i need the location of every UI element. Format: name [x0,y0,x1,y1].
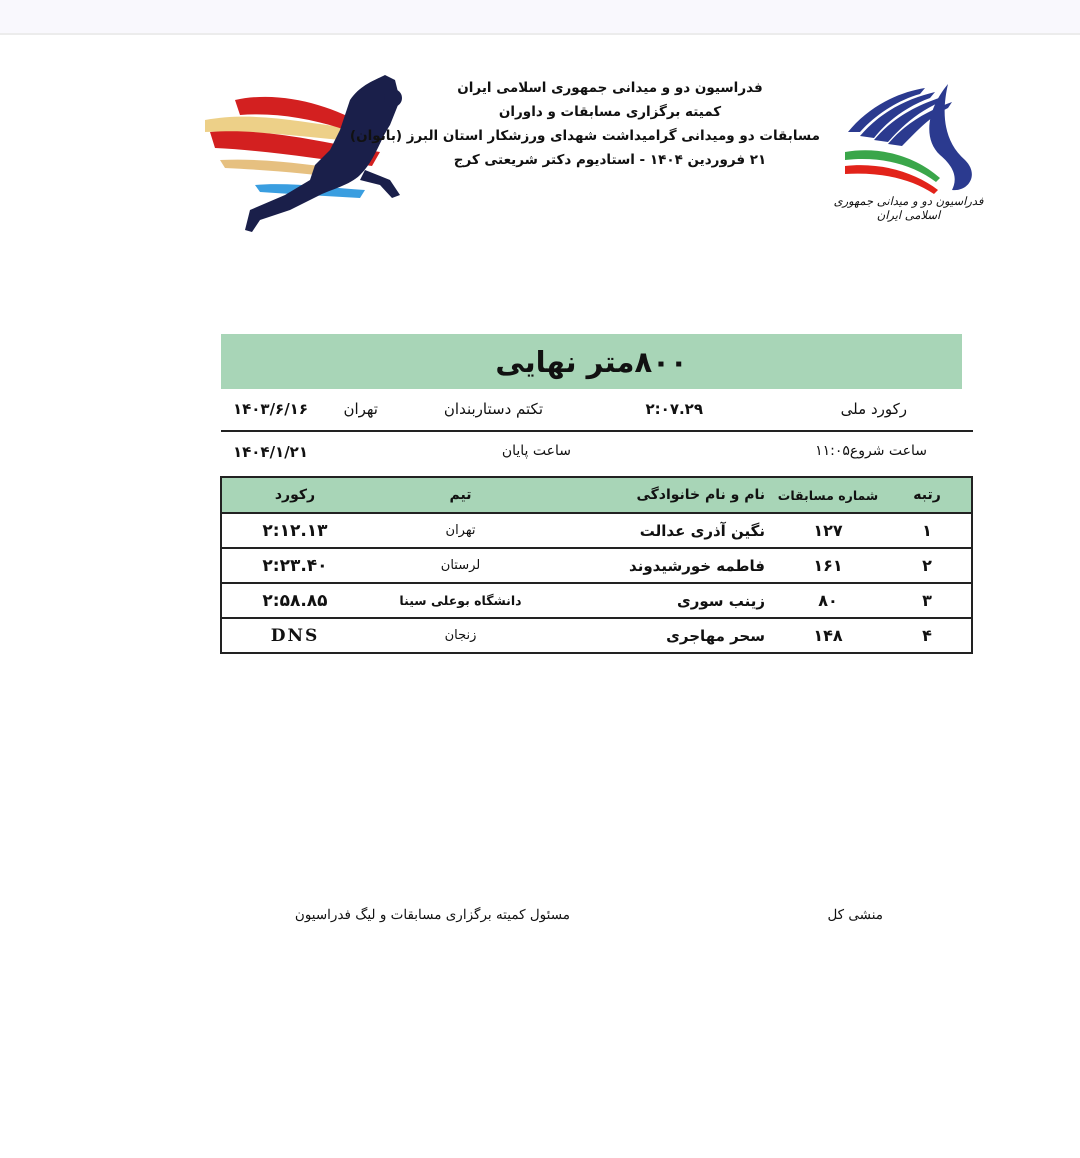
national-record-row [221,396,973,432]
viewer-top-bar [0,0,1080,35]
name-cell: سحر مهاجری [666,626,765,645]
team-cell: لرستان [440,558,481,573]
team-cell: زنجان [444,628,477,643]
name-cell: زینب سوری [676,591,765,610]
record-cell: DNS [270,625,320,646]
table-row [222,514,971,549]
rank-cell: ۲ [922,556,932,575]
national-record-holder: تکتم دستاربندان [443,400,543,418]
rank-cell: ۳ [922,591,932,610]
header-name: نام و نام خانوادگی [636,487,765,503]
results-table [220,476,973,654]
results-table-header [222,478,971,514]
competition-name: مسابقات دو ومیدانی گرامیداشت شهدای ورزشکار استان البرز (بانوان) [349,128,820,144]
team-cell: دانشگاه بوعلی سینا [399,593,522,608]
competition-date-venue: ۲۱ فروردین ۱۴۰۴ - استادیوم دکتر شریعتی کرج [453,152,767,168]
document-header [349,76,820,172]
national-record-label: رکورد ملی [840,400,907,418]
record-cell: ۲:۵۸.۸۵ [262,590,328,611]
table-row [222,549,971,584]
header-rank: رتبه [913,487,941,503]
committee-name: کمیته برگزاری مسابقات و داوران [498,104,722,120]
federation-name: فدراسیون دو و میدانی جمهوری اسلامی ایران [457,80,763,96]
table-row [222,584,971,619]
name-cell: نگین آذری عدالت [639,521,765,540]
event-date: ۱۴۰۴/۱/۲۱ [232,443,308,461]
team-cell: تهران [445,523,476,538]
event-title-band [221,334,962,389]
national-record-city: تهران [343,400,378,418]
bib-cell: ۸۰ [818,591,838,610]
rank-cell: ۴ [922,626,932,645]
bib-cell: ۱۴۸ [813,626,843,645]
end-time-label: ساعت پایان [501,443,571,459]
record-cell: ۲:۲۳.۴۰ [262,555,328,576]
bib-cell: ۱۶۱ [813,556,843,575]
national-record-time: ۲:۰۷.۲۹ [645,400,703,418]
committee-head-signature: مسئول کمیته برگزاری مسابقات و لیگ فدراسیون [294,907,570,923]
timing-row [221,437,973,473]
national-record-date: ۱۴۰۳/۶/۱۶ [232,400,308,418]
record-cell: ۲:۱۲.۱۳ [262,520,328,541]
header-bib: شماره مسابقات [777,487,879,503]
federation-logo-caption: فدراسیون دو و میدانی جمهوری اسلامی ایران [833,194,984,222]
general-secretary-signature: منشی کل [827,907,883,923]
table-row [222,619,971,652]
rank-cell: ۱ [922,521,932,540]
name-cell: فاطمه خورشیدوند [629,556,765,575]
header-team: تیم [449,487,472,503]
bib-cell: ۱۲۷ [813,521,843,540]
runner-logo-icon [200,70,415,235]
header-record: رکورد [274,487,316,503]
start-time: ساعت شروع۱۱:۰۵ [815,443,927,459]
event-title: ۸۰۰متر نهایی [495,344,688,379]
